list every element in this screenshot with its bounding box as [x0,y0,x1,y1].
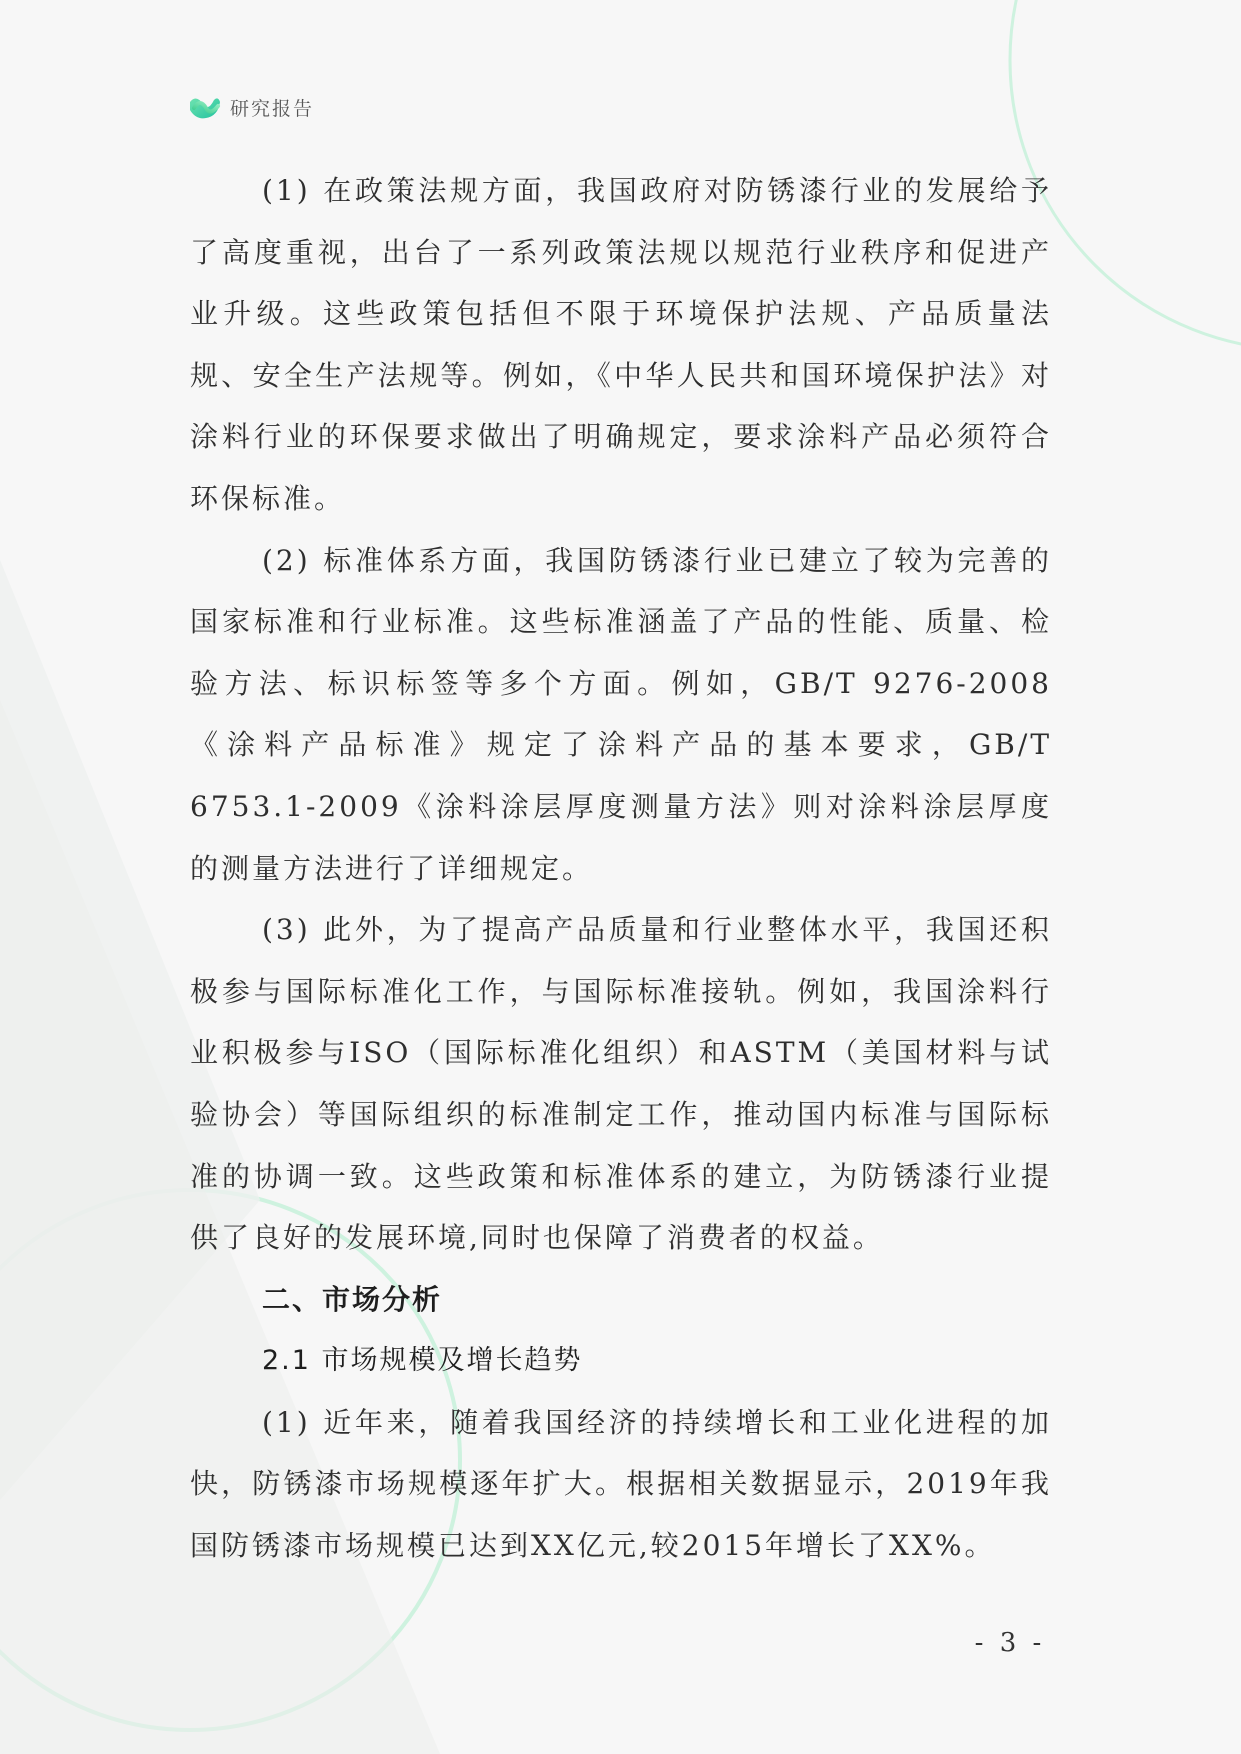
paragraph-international-standards: (3) 此外，为了提高产品质量和行业整体水平，我国还积极参与国际标准化工作，与国际标准接轨。例如，我国涂料行业积极参与ISO（国际标准化组织）和ASTM（美国材料与试验协会）等国际组织的标准制定工作，推动国内标准与国际标准的协调一致。这些政策和标准体系的建立，为防锈漆行业提供了良好的发展环境,同时也保障了消费者的权益。 [190,913,1052,1255]
page-header [188,90,314,124]
paragraph-policy-regulations: (1) 在政策法规方面，我国政府对防锈漆行业的发展给予了高度重视，出台了一系列政策法规以规范行业秩序和促进产业升级。这些政策包括但不限于环境保护法规、产品质量法规、安全生产法规等。例如，《中华人民共和国环境保护法》对涂料行业的环保要求做出了明确规定，要求涂料产品必须符合环保标准。 [190,174,1052,515]
paragraph-standards-system: (2) 标准体系方面，我国防锈漆行业已建立了较为完善的国家标准和行业标准。这些标准涵盖了产品的性能、质量、检验方法、标识标签等多个方面。例如，GB/T 9276-2008《涂料产品标准》规定了涂料产品的基本要求，GB/T 6753.1-2009《涂料涂层厚度测量方法》则对涂料涂层厚度的测量方法进行了详细规定。 [190,543,1052,885]
brand-logo-icon [188,92,222,122]
paragraph-market-size: (1) 近年来，随着我国经济的持续增长和工业化进程的加快，防锈漆市场规模逐年扩大。根据相关数据显示，2019年我国防锈漆市场规模已达到XX亿元,较2015年增长了XX%。 [190,1405,1052,1563]
subsection-heading: 2.1 市场规模及增长趋势 [262,1345,583,1377]
section-heading: 二、市场分析 [262,1282,443,1316]
document-body [190,160,1052,1577]
page-number: - 3 - [974,1628,1046,1658]
header-title: 研究报告 [230,97,315,120]
